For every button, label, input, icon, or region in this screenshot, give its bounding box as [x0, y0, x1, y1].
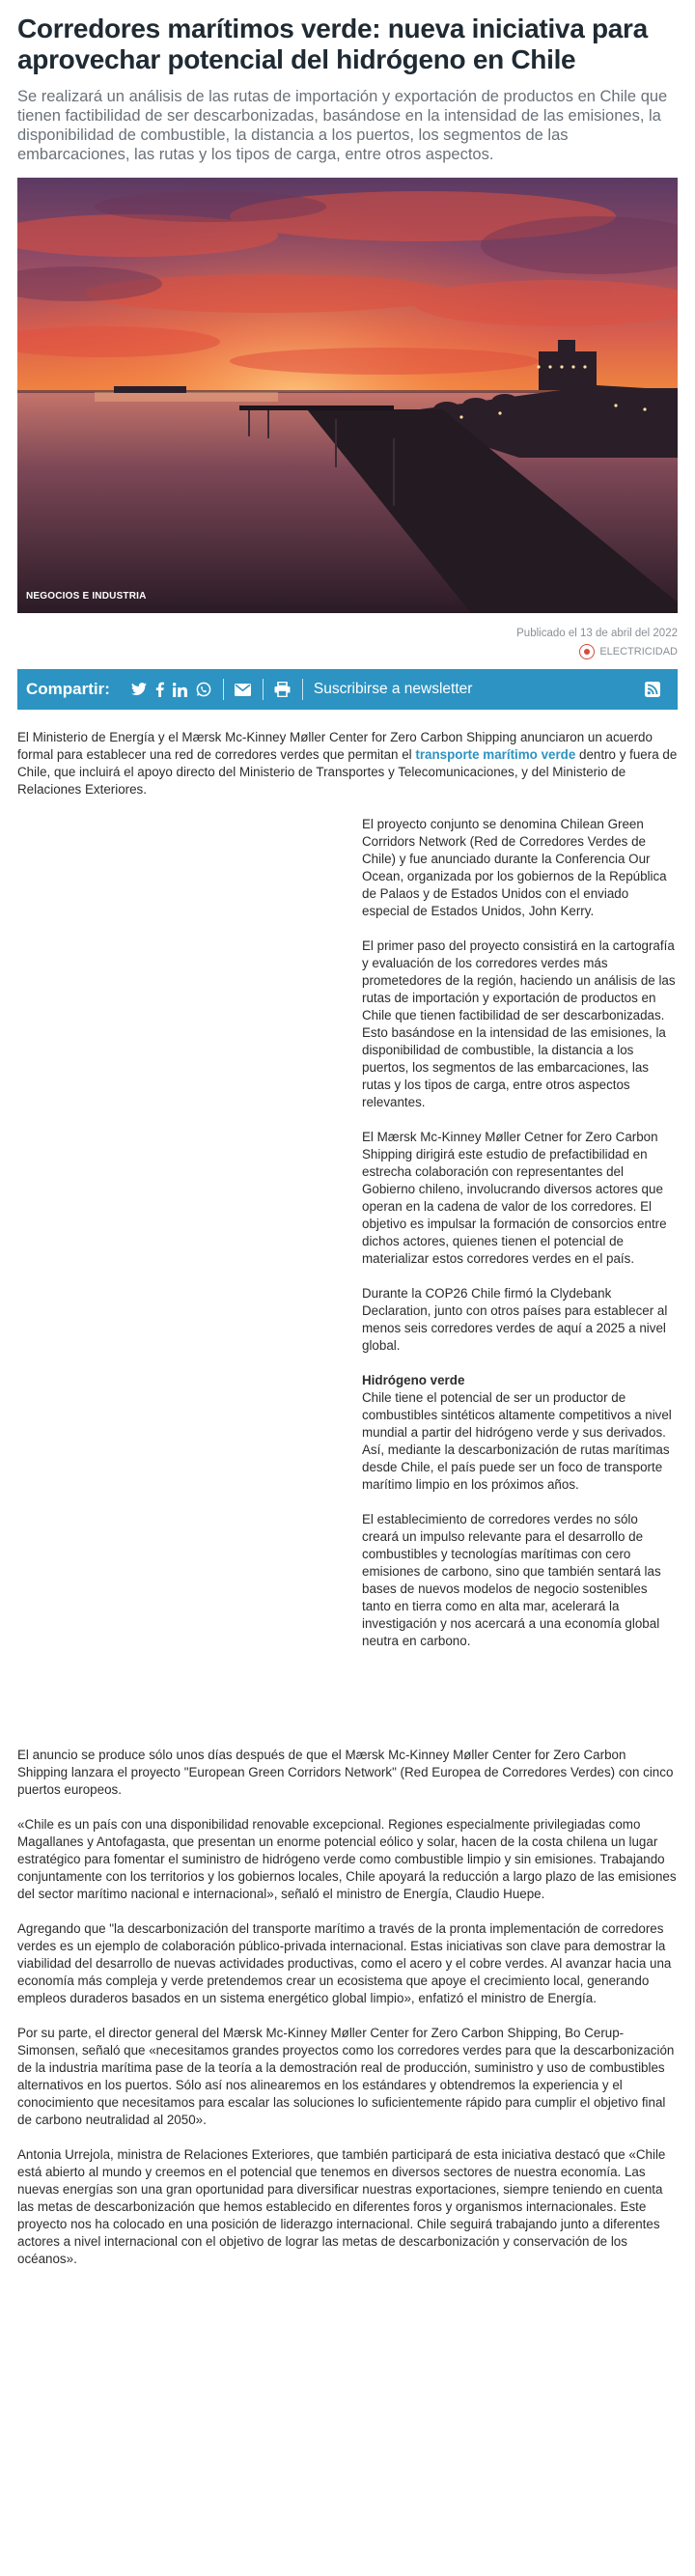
facebook-icon[interactable] [155, 680, 164, 699]
category-label[interactable]: ELECTRICIDAD [599, 646, 678, 658]
image-category-tag: NEGOCIOS E INDUSTRIA [26, 591, 147, 602]
body-paragraph: El proyecto conjunto se denomina Chilean Green Corridors Network (Red de Corredores Verdes de Chile) y fue anunciado durante la Conferencia Our Ocean, organizada por los gobiernos de la República de Palaos y de Estados Unidos con el enviado especial de Estados Unidos, John Kerry. [362, 817, 667, 918]
article-category[interactable] [17, 644, 678, 659]
share-label: Compartir: [26, 680, 110, 698]
body-paragraph: El Mærsk Mc-Kinney Møller Cetner for Zero Carbon Shipping dirigirá este estudio de prefactibilidad en estrecha colaboración con representantes del Gobierno chileno, involucrando diversos actores que operan en la cadena de valor de los corredores. El objetivo es impulsar la formación de consorcios entre dichos actores, quienes tienen el potencial de materializar estos corredores verdes en el país. [362, 1130, 667, 1266]
whatsapp-icon[interactable] [196, 680, 211, 699]
body-paragraph: El primer paso del proyecto consistirá en la cartografía y evaluación de los corredores verdes más prometedores de la región, haciendo un análisis de las rutas de importación y exportación de productos en Chile que tienen factibilidad de ser descarbonizadas. Esto basándose en la intensidad de las emisiones, la disponibilidad de combustible, la distancia a los puertos, los segmentos de las embarcaciones, las rutas y los tipos de carga, entre otros aspectos relevantes. [362, 938, 676, 1109]
transporte-maritimo-link[interactable]: transporte marítimo verde [415, 747, 576, 762]
body-paragraph: Chile tiene el potencial de ser un productor de combustibles sintéticos altamente competitivos a nivel mundial a partir del hidrógeno verde y sus derivados. Así, mediante la descarbonización de rutas marítimas desde Chile, el país puede ser un foco de transporte marítimo limpio en los próximos años. [362, 1390, 672, 1492]
floated-content [17, 816, 678, 1747]
body-paragraph: Antonia Urrejola, ministra de Relaciones Exteriores, que también participará de esta iniciativa destacó que «Chile está abierto al mundo y creemos en el potencial que tenemos en diversos sectores de nuestra economía. Las nuevas energías son una gran oportunidad para diversificar nuestras exportaciones, siempre teniendo en cuenta las metas de descarbonización que hemos establecido en diferentes foros y organismos internacionales. Este proyecto nos ha colocado en una posición de liderazgo internacional. Chile seguirá trabajando junto a diferentes actores a nivel internacional con el objetivo de lograr las metas de descarbonización y conservación de los océanos». [17, 2147, 666, 2266]
linkedin-icon[interactable] [173, 680, 187, 699]
body-paragraph: «Chile es un país con una disponibilidad renovable excepcional. Regiones especialmente privilegiadas como Magallanes y Antofagasta, que presentan un enorme potencial eólico y solar, hacen de la costa chilena un lugar estratégico para fomentar el suministro de hidrógeno verde como combustible limpio y sin emisiones. Trabajando conjuntamente con los territorios y los gobiernos locales, Chile apoyará la reducción a largo plazo de las emisiones del sector marítimo nacional e internacional», señaló el ministro de Energía, Claudio Huepe. [17, 1817, 677, 1901]
share-bar [17, 669, 678, 710]
section-heading: Hidrógeno verde [362, 1373, 465, 1387]
print-icon[interactable] [274, 680, 291, 699]
rss-icon[interactable] [645, 680, 660, 699]
share-divider [223, 679, 224, 700]
email-icon[interactable] [235, 680, 251, 699]
body-paragraph: Por su parte, el director general del Mærsk Mc-Kinney Møller Center for Zero Carbon Shipping, Bo Cerup-Simonsen, señaló que «necesitamos grandes proyectos como los corredores verdes para que la descarbonización de la industria marítima pase de la teoría a la demostración real de producción, suministro y uso de combustibles alternativos en los puertos. Sólo así nos alinearemos en los estándares y obtendremos la experiencia y el conocimiento que necesitamos para escalar las soluciones lo suficientemente rápido para cumplir el objetivo final de carbono neutralidad al 2050». [17, 2026, 675, 2127]
publication-date: Publicado el 13 de abril del 2022 [516, 628, 678, 639]
share-divider [302, 679, 303, 700]
electricity-category-icon [579, 644, 595, 659]
article-body [17, 729, 678, 2268]
intro-text: El Ministerio de Energía y el Mærsk Mc-Kinney Møller Center for Zero Carbon Shipping anunciaron un acuerdo formal para establecer una red de corredores verdes que permitan el [17, 730, 653, 762]
twitter-icon[interactable] [131, 680, 147, 699]
body-paragraph: El establecimiento de corredores verdes no sólo creará un impulso relevante para el desarrollo de combustibles y tecnologías marítimas con cero emisiones de carbono, sino que también sentará las bases de nuevos modelos de negocio sostenibles tanto en tierra como en alta mar, acelerará la investigación y nos acercará a una economía global neutra en carbono. [362, 1512, 661, 1648]
share-divider [263, 679, 264, 700]
intro-paragraph [17, 729, 678, 798]
newsletter-link[interactable]: Suscribirse a newsletter [313, 681, 473, 697]
hero-image [17, 178, 678, 613]
article-subheadline: Se realizará un análisis de las rutas de importación y exportación de productos en Chile que tienen factibilidad de ser descarbonizadas, basándose en la intensidad de las emisiones, la disponibilidad de combustible, la distancia a los puertos, los segmentos de las embarcaciones, las rutas y los tipos de carga, entre otros aspectos. [17, 88, 668, 163]
body-paragraph: Agregando que "la descarbonización del transporte marítimo a través de la pronta implementación de corredores verdes es un ejemplo de colaboración público-privada internacional. Estas iniciativas son clave para demostrar la viabilidad del desarrollo de nuevas actividades productivas, como el acero y el cobre verdes. Al avanzar hacia una economía más compleja y verde pretendemos crear un ecosistema que apoye el crecimiento local, generando empleos duraderos basados en un sistema energético global limpio», enfatizó el ministro de Energía. [17, 1921, 672, 2005]
body-paragraph: El anuncio se produce sólo unos días después de que el Mærsk Mc-Kinney Møller Center for Zero Carbon Shipping lanzara el proyecto "European Green Corridors Network" (Red Europea de Corredores Verdes) con cinco puertos europeos. [17, 1748, 674, 1797]
article-headline: Corredores marítimos verde: nueva iniciativa para aprovechar potencial del hidrógeno en Chile [17, 14, 648, 74]
body-paragraph: Durante la COP26 Chile firmó la Clydebank Declaration, junto con otros países para establecer al menos seis corredores verdes de aquí a 2025 a nivel global. [362, 1286, 668, 1353]
intro-text-end: dentro y fuera de Chile, que incluirá el apoyo directo del Ministerio de Transportes y Telecomunicaciones, y del Ministerio de Relaciones Exteriores. [17, 747, 678, 797]
sunset-port-illustration [17, 178, 678, 613]
empty-ad-slot [17, 816, 362, 1747]
